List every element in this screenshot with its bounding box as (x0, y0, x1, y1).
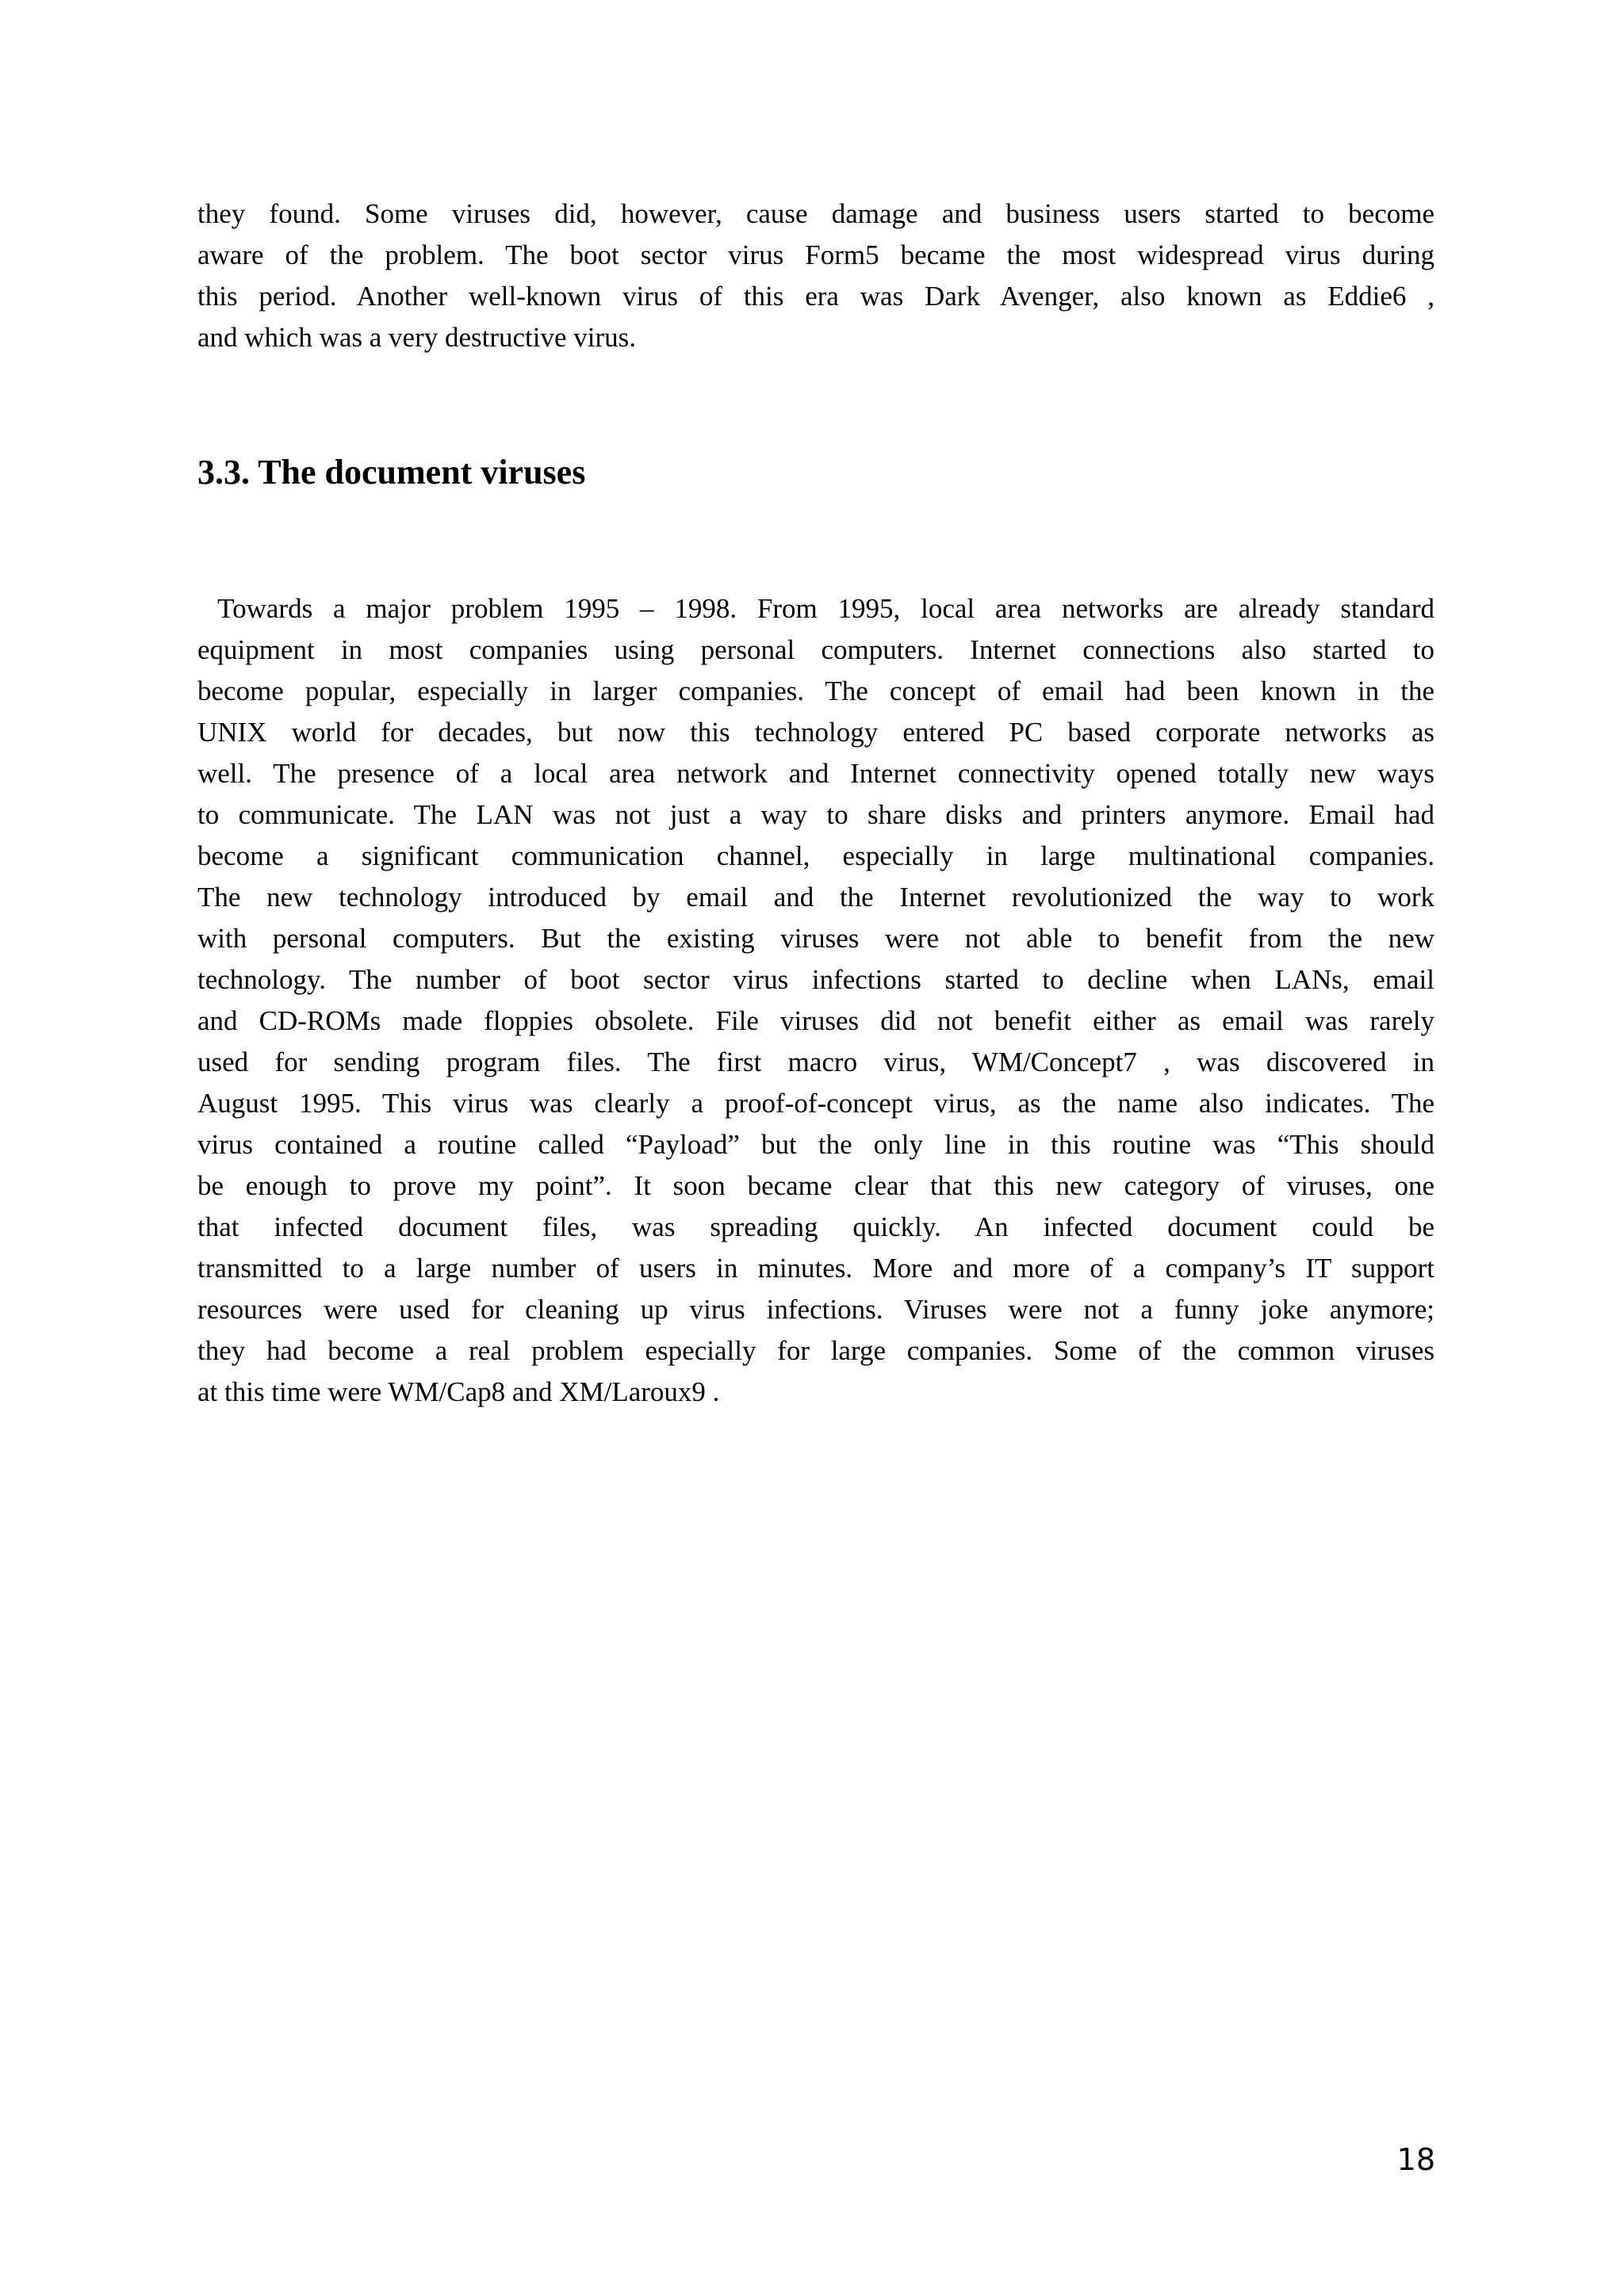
body-line: to communicate. The LAN was not just a way to share disks and printers anymore. Email had (197, 799, 1434, 830)
body-line: August 1995. This virus was clearly a proof-of-concept virus, as the name also indicates. The (197, 1088, 1434, 1119)
intro-line: this period. Another well-known virus of this era was Dark Avenger, also known as Eddie6 , (197, 281, 1434, 312)
section-heading: 3.3. The document viruses (197, 453, 586, 492)
intro-line: and which was a very destructive virus. (197, 322, 637, 353)
intro-line: aware of the problem. The boot sector virus Form5 became the most widespread virus during (197, 239, 1434, 270)
body-line: equipment in most companies using personal computers. Internet connections also started to (197, 634, 1434, 665)
intro-line: they found. Some viruses did, however, cause damage and business users started to become (197, 198, 1434, 229)
intro-paragraph (197, 193, 1434, 358)
body-line: with personal computers. But the existing viruses were not able to benefit from the new (197, 923, 1434, 954)
body-line: at this time were WM/Cap8 and XM/Laroux9 . (197, 1376, 720, 1407)
body-line: and CD-ROMs made floppies obsolete. File viruses did not benefit either as email was rarely (197, 1005, 1434, 1036)
body-line: technology. The number of boot sector virus infections started to decline when LANs, email (197, 964, 1434, 995)
body-line: they had become a real problem especially for large companies. Some of the common viruses (197, 1335, 1434, 1366)
body-line: Towards a major problem 1995 – 1998. From 1995, local area networks are already standard (197, 593, 1434, 624)
body-line: that infected document files, was spreading quickly. An infected document could be (197, 1211, 1434, 1242)
body-line: virus contained a routine called “Payload” but the only line in this routine was “This should (197, 1129, 1434, 1160)
body-line: become popular, especially in larger companies. The concept of email had been known in the (197, 675, 1434, 706)
body-line: be enough to prove my point”. It soon became clear that this new category of viruses, one (197, 1170, 1434, 1201)
body-line: UNIX world for decades, but now this technology entered PC based corporate networks as (197, 717, 1434, 748)
body-line: well. The presence of a local area network and Internet connectivity opened totally new ways (197, 758, 1434, 789)
body-line: resources were used for cleaning up virus infections. Viruses were not a funny joke anymore; (197, 1294, 1434, 1325)
body-line: used for sending program files. The first macro virus, WM/Concept7 , was discovered in (197, 1047, 1434, 1077)
body-paragraph (197, 588, 1434, 1413)
page-number: 18 (1396, 2142, 1435, 2177)
body-line: The new technology introduced by email and the Internet revolutionized the way to work (197, 882, 1434, 913)
body-line: become a significant communication channel, especially in large multinational companies. (197, 840, 1434, 871)
body-line: transmitted to a large number of users in minutes. More and more of a company’s IT support (197, 1253, 1434, 1284)
